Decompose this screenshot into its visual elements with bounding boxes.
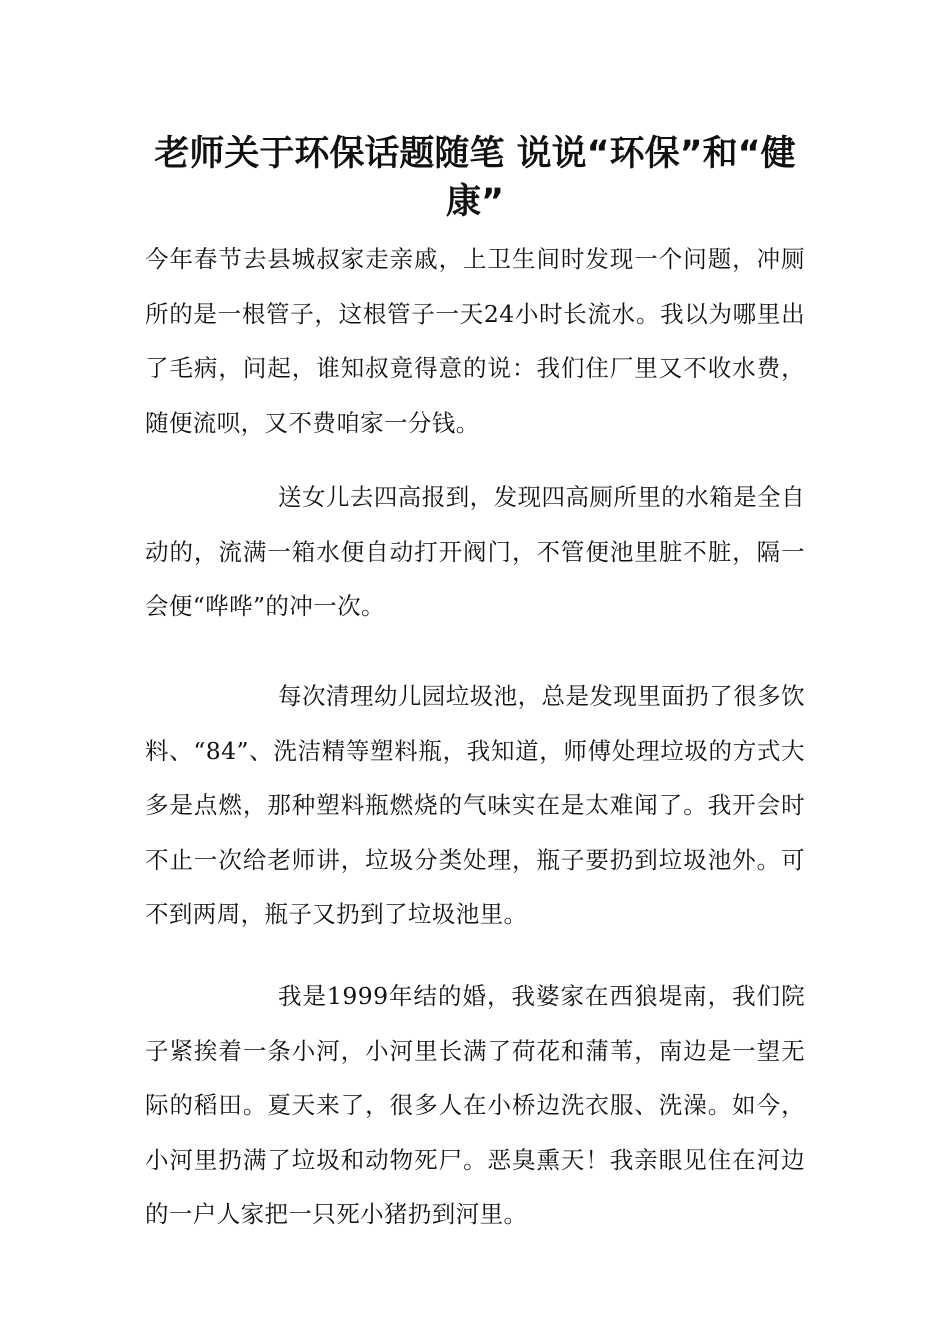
paragraph-3: 每次清理幼儿园垃圾池，总是发现里面扔了很多饮料、“84”、洗洁精等塑料瓶，我知道，师傅处理垃圾的方式大多是点燃，那种塑料瓶燃烧的气味实在是太难闻了。我开会时不止一次给老师讲，垃圾分类处理，瓶子要扔到垃圾池外。可不到两周，瓶子又扔到了垃圾池里。 [145,682,805,928]
paragraph-2: 送女儿去四高报到，发现四高厕所里的水箱是全自动的，流满一箱水便自动打开阀门，不管便池里脏不脏，隔一会便“哗哗”的冲一次。 [145,483,805,620]
paragraph-4: 我是1999年结的婚，我婆家在西狼堤南，我们院子紧挨着一条小河，小河里长满了荷花和蒲苇，南边是一望无际的稻田。夏天来了，很多人在小桥边洗衣服、洗澡。如今，小河里扔满了垃圾和动物死尸。恶臭熏天！我亲眼见住在河边的一户人家把一只死小猪扔到河里。 [145,982,805,1228]
paragraph-1: 今年春节去县城叔家走亲戚，上卫生间时发现一个问题，冲厕所的是一根管子，这根管子一天24小时长流水。我以为哪里出了毛病，问起，谁知叔竟得意的说：我们住厂里又不收水费，随便流呗，又不费咱家一分钱。 [145,245,805,437]
document-title: 老师关于环保话题随笔 说说“环保”和“健康” [154,134,796,222]
